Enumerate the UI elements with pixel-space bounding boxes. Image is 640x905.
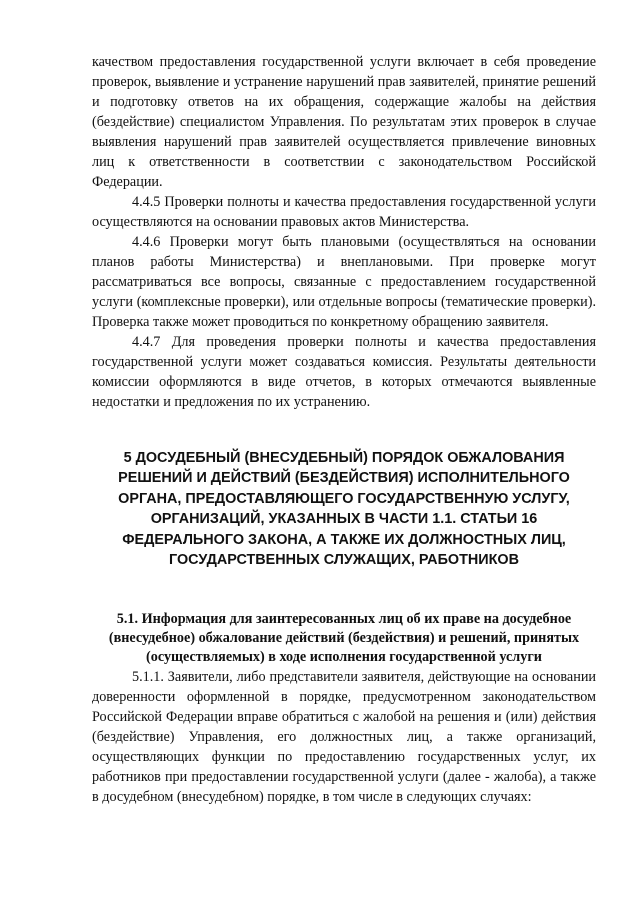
document-page <box>92 52 596 807</box>
paragraph-4-4-5: 4.4.5 Проверки полноты и качества предоставления государственной услуги осуществляются на основании правовых актов Министерства. <box>92 194 596 230</box>
paragraph-4-4-7: 4.4.7 Для проведения проверки полноты и качества предоставления государственной услуги может создаваться комиссия. Результаты деятельности комиссии оформляются в виде отчетов, в которых отмечаются выявленные недостатки и предложения по их устранению. <box>92 334 596 410</box>
paragraph-continuation: качеством предоставления государственной услуги включает в себя проведение проверок, выявление и устранение нарушений прав заявителей, принятие решений и подготовку ответов на их обращения, содержащие жалобы на действия (бездействие) специалистом Управления. По результатам этих проверок в случае выявления нарушений прав заявителей осуществляется привлечение виновных лиц к ответственности в соответствии с законодательством Российской Федерации. <box>92 54 596 190</box>
subsection-5-1-title: 5.1. Информация для заинтересованных лиц об их праве на досудебное (внесудебное) обжалование действий (бездействия) и решений, принятых (осуществляемых) в ходе исполнения государственной услуги <box>108 611 580 666</box>
section-5-title: 5 ДОСУДЕБНЫЙ (ВНЕСУДЕБНЫЙ) ПОРЯДОК ОБЖАЛОВАНИЯ РЕШЕНИЙ И ДЕЙСТВИЙ (БЕЗДЕЙСТВИЯ) ИСПОЛНИТЕЛЬНОГО ОРГАНА, ПРЕДОСТАВЛЯЮЩЕГО ГОСУДАРСТВЕННУЮ УСЛУГУ, ОРГАНИЗАЦИЙ, УКАЗАННЫХ В ЧАСТИ 1.1. СТАТЬИ 16 ФЕДЕРАЛЬНОГО ЗАКОНА, А ТАКЖЕ ИХ ДОЛЖНОСТНЫХ ЛИЦ, ГОСУДАРСТВЕННЫХ СЛУЖАЩИХ, РАБОТНИКОВ <box>118 450 570 569</box>
paragraph-5-1-1: 5.1.1. Заявители, либо представители заявителя, действующие на основании доверенности оформленной в порядке, предусмотренном законодательством Российской Федерации вправе обратиться с жалобой на решения и (или) действия (бездействие) Управления, его должностных лиц, а также организаций, осуществляющих функции по предоставлению государственных услуг, их работников при предоставлении государственной услуги (далее - жалоба), а также в досудебном (внесудебном) порядке, в том числе в следующих случаях: <box>92 669 596 806</box>
paragraph-4-4-6: 4.4.6 Проверки могут быть плановыми (осуществляться на основании планов работы Министерства) и внеплановыми. При проверке могут рассматриваться все вопросы, связанные с предоставлением государственной услуги (комплексные проверки), или отдельные вопросы (тематические проверки). Проверка также может проводиться по конкретному обращению заявителя. <box>92 234 596 330</box>
